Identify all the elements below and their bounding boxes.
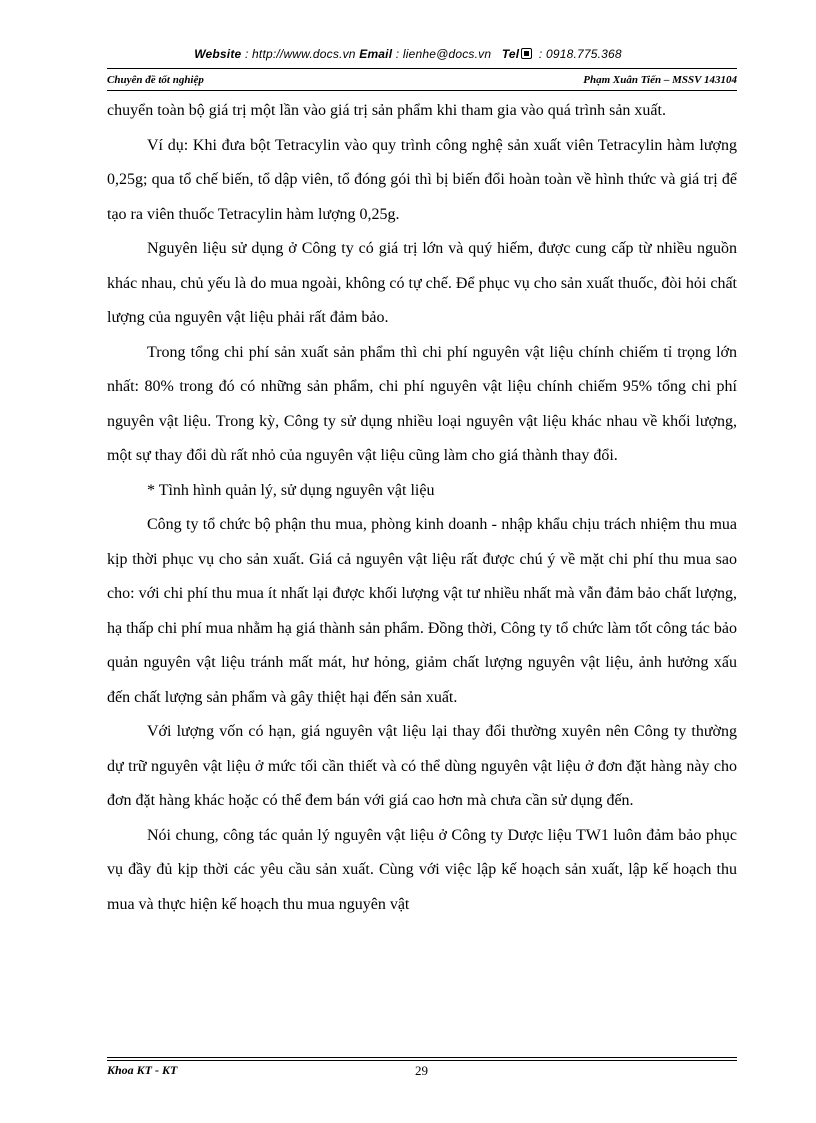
footer-rule-top xyxy=(107,1057,737,1058)
website-url[interactable]: http://www.docs.vn xyxy=(252,47,356,61)
document-body xyxy=(107,94,737,922)
email-label: Email xyxy=(359,47,393,61)
footer-rule-bottom xyxy=(107,1060,737,1061)
tel-label: Tel xyxy=(501,47,520,61)
paragraph-example: Ví dụ: Khi đưa bột Tetracylin vào quy trình công nghệ sản xuất viên Tetracylin hàm lượng 0,25g; qua tổ chế biến, tổ dập viên, tổ đóng gói thì bị biến đổi hoàn toàn về hình thức và giá trị để tạo ra viên thuốc Tetracylin hàm lượng 0,25g. xyxy=(107,136,737,223)
paragraph-purchasing: Công ty tổ chức bộ phận thu mua, phòng kinh doanh - nhập khẩu chịu trách nhiệm thu mua kịp thời phục vụ cho sản xuất. Giá cả nguyên vật liệu rất được chú ý về mặt chi phí thu mua sao cho: với chi phí thu mua ít nhất lại được khối lượng vật tư nhiều nhất mà vẫn đảm bảo chất lượng, hạ thấp chi phí mua nhằm hạ giá thành sản phẩm. Đồng thời, Công ty tổ chức làm tốt công tác bảo quản nguyên vật liệu tránh mất mát, hư hỏng, giảm chất lượng nguyên vật liệu, ảnh hưởng xấu đến chất lượng sản phẩm và gây thiệt hại đến sản xuất. xyxy=(107,516,737,706)
running-footer xyxy=(107,1063,737,1079)
header-bottom-rule xyxy=(107,90,737,91)
paragraph-cost-share: Trong tổng chi phí sản xuất sản phẩm thì chi phí nguyên vật liệu chính chiếm tỉ trọng lớn nhất: 80% trong đó có những sản phẩm, chi phí nguyên vật liệu chính chiếm 95% tổng chi phí nguyên vật liệu. Trong kỳ, Công ty sử dụng nhiều loại nguyên vật liệu khác nhau về khối lượng, một sự thay đổi dù rất nhỏ của nguyên vật liệu cũng làm cho giá thành thay đổi. xyxy=(107,343,737,464)
email-value[interactable]: lienhe@docs.vn xyxy=(402,47,492,61)
phone-icon xyxy=(521,48,532,59)
paragraph-materials: Nguyên liệu sử dụng ở Công ty có giá trị lớn và quý hiếm, được cung cấp từ nhiều nguồn khác nhau, chủ yếu là do mua ngoài, không có tự chế. Để phục vụ cho sản xuất thuốc, đòi hỏi chất lượng của nguyên vật liệu phải rất đảm bảo. xyxy=(107,240,737,326)
website-label: Website xyxy=(194,47,242,61)
page-number: 29 xyxy=(415,1063,428,1078)
email-separator: : xyxy=(392,47,403,61)
paragraph-summary: Nói chung, công tác quản lý nguyên vật liệu ở Công ty Dược liệu TW1 luôn đảm bảo phục vụ đầy đủ kịp thời các yêu cầu sản xuất. Cùng với việc lập kế hoạch sản xuất, lập kế hoạch thu mua và thực hiện kế hoạch thu mua nguyên vật xyxy=(107,826,737,913)
section-heading-management: * Tình hình quản lý, sử dụng nguyên vật liệu xyxy=(147,481,435,499)
tel-separator: : xyxy=(535,47,546,61)
header-report-title: Chuyên đề tốt nghiệp xyxy=(107,74,204,86)
website-contact-bar xyxy=(0,47,816,61)
website-separator: : xyxy=(241,47,253,61)
header-top-rule xyxy=(107,68,737,69)
tel-value: 0918.775.368 xyxy=(545,47,622,61)
paragraph-reserves: Với lượng vốn có hạn, giá nguyên vật liệu lại thay đổi thường xuyên nên Công ty thường dự trữ nguyên vật liệu ở mức tối cần thiết và có thể dùng nguyên vật liệu ở đơn đặt hàng này cho đơn đặt hàng khác hoặc có thể đem bán với giá cao hơn mà chưa cần sử dụng đến. xyxy=(107,723,737,809)
paragraph-continuation: chuyển toàn bộ giá trị một lần vào giá trị sản phẩm khi tham gia vào quá trình sản xuất. xyxy=(107,102,666,119)
footer-faculty: Khoa KT - KT xyxy=(107,1063,178,1077)
header-author: Phạm Xuân Tiến – MSSV 143104 xyxy=(583,74,737,86)
running-header xyxy=(107,74,737,90)
